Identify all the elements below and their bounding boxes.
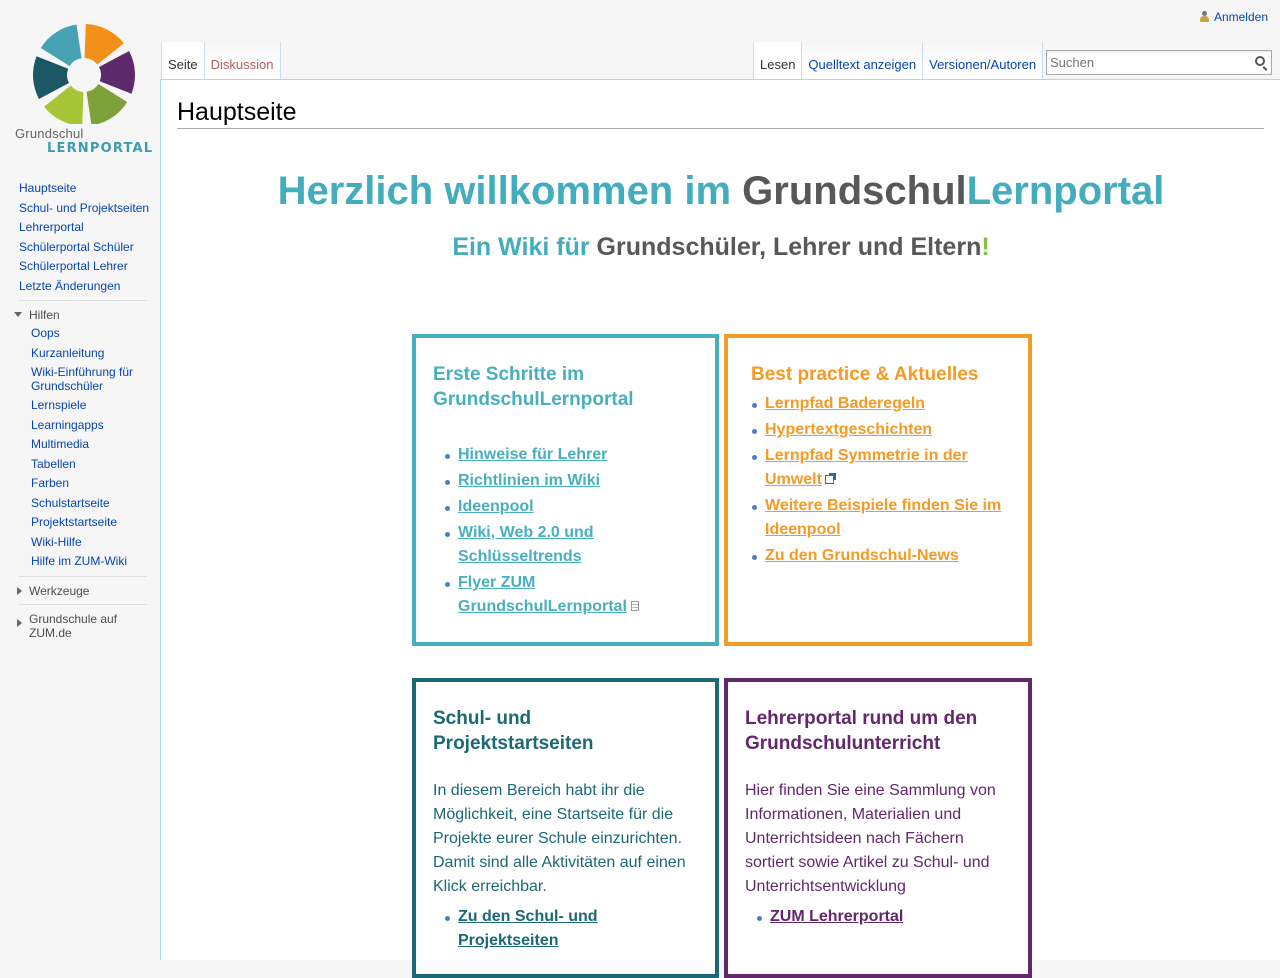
- welcome-part-b: Grundschul: [742, 169, 967, 213]
- box-schul-projektstartseiten: [412, 678, 719, 978]
- nav-lernspiele[interactable]: Lernspiele: [31, 398, 87, 412]
- link-list: [753, 905, 1011, 929]
- site-logo[interactable]: [12, 20, 152, 160]
- list-item: [441, 443, 698, 467]
- portlet-hilfen-toggle[interactable]: [14, 308, 60, 322]
- nav-wiki-einfuehrung[interactable]: Wiki-Einführung für Grundschüler: [31, 365, 134, 393]
- link-ideenpool[interactable]: Ideenpool: [458, 498, 534, 515]
- navigation-main: [0, 179, 160, 296]
- box-title: Schul- und Projektstartseiten: [433, 708, 594, 754]
- box-best-practice: [724, 334, 1032, 646]
- list-item: [748, 418, 1011, 442]
- search-icon[interactable]: [1255, 56, 1265, 66]
- nav-kurzanleitung[interactable]: Kurzanleitung: [31, 345, 105, 360]
- welcome-part-c: Lernportal: [966, 169, 1165, 213]
- nav-hilfe-zum-wiki[interactable]: Hilfe im ZUM-Wiki: [31, 554, 127, 568]
- link-hypertextgeschichten[interactable]: Hypertextgeschichten: [765, 421, 933, 438]
- nav-schuelerportal-lehrer[interactable]: Schülerportal Lehrer: [19, 259, 128, 273]
- nav-farben[interactable]: Farben: [31, 476, 70, 490]
- nav-learningapps[interactable]: Learningapps: [31, 417, 104, 432]
- subheading-part-c: !: [981, 233, 990, 261]
- view-tabs: [753, 42, 1043, 80]
- tab-diskussion[interactable]: Diskussion: [205, 42, 281, 80]
- nav-schulstartseite[interactable]: Schulstartseite: [31, 495, 110, 510]
- list-item: [748, 392, 1011, 416]
- welcome-subheading: [161, 233, 1280, 262]
- nav-multimedia[interactable]: Multimedia: [31, 437, 90, 451]
- tab-quelltext[interactable]: Quelltext anzeigen: [802, 42, 923, 80]
- sidebar-divider: [19, 576, 147, 577]
- tab-versionen[interactable]: Versionen/Autoren: [923, 42, 1043, 80]
- box-lehrerportal: [724, 678, 1032, 978]
- search-box: [1046, 50, 1272, 75]
- search-input[interactable]: [1047, 51, 1243, 73]
- logo-text-grundschul: Grundschul: [15, 126, 84, 141]
- expand-arrow-icon: [17, 619, 22, 627]
- portlet-werkzeuge-toggle[interactable]: [14, 584, 89, 598]
- list-item: [441, 521, 698, 569]
- list-item: [753, 905, 1011, 929]
- nav-lehrerportal[interactable]: Lehrerportal: [19, 220, 84, 234]
- link-richtlinien[interactable]: Richtlinien im Wiki: [458, 472, 601, 489]
- subheading-part-a: Ein Wiki für: [452, 233, 597, 261]
- page-title: Hauptseite: [177, 97, 1264, 129]
- nav-schul-projektseiten[interactable]: Schul- und Projektseiten: [19, 200, 150, 215]
- list-item: [441, 469, 698, 493]
- sidebar-divider: [19, 604, 147, 605]
- portlet-werkzeuge-label: Werkzeuge: [29, 584, 90, 598]
- box-title: Erste Schritte im GrundschulLernportal: [433, 364, 634, 410]
- link-flyer[interactable]: Flyer ZUM GrundschulLernportal: [458, 574, 627, 615]
- list-item: [748, 494, 1011, 542]
- expand-arrow-icon: [17, 587, 22, 595]
- tab-lesen[interactable]: Lesen: [754, 42, 802, 80]
- logo-wheel-icon: [12, 20, 152, 124]
- list-item: [441, 571, 698, 619]
- navigation-hilfen: [0, 324, 160, 572]
- welcome-heading: [161, 169, 1280, 214]
- nav-tabellen[interactable]: Tabellen: [31, 456, 76, 471]
- link-baderegeln[interactable]: Lernpfad Baderegeln: [765, 395, 926, 412]
- namespace-tabs: [161, 42, 281, 80]
- portlet-hilfen-label: Hilfen: [29, 308, 60, 322]
- list-item: [441, 905, 698, 953]
- tab-seite[interactable]: Seite: [162, 42, 205, 80]
- collapse-arrow-icon: [14, 312, 22, 317]
- external-link-icon: [825, 475, 834, 484]
- box-text: In diesem Bereich habt ihr die Möglichkeit, eine Startseite für die Projekte eurer Schule einzurichten. Damit sind alle Aktivitäten auf einen Klick erreichbar.: [433, 782, 686, 895]
- nav-letzte-aenderungen[interactable]: Letzte Änderungen: [19, 278, 121, 293]
- link-schul-projektseiten[interactable]: Zu den Schul- und Projektseiten: [458, 908, 598, 949]
- link-zum-lehrerportal[interactable]: ZUM Lehrerportal: [770, 908, 904, 925]
- link-weitere-beispiele[interactable]: Weitere Beispiele finden Sie im Ideenpool: [765, 497, 1002, 538]
- link-grundschul-news[interactable]: Zu den Grundschul-News: [765, 547, 959, 564]
- welcome-part-a: Herzlich willkommen im: [277, 169, 743, 213]
- content-area: [160, 79, 1280, 960]
- link-wiki-web[interactable]: Wiki, Web 2.0 und Schlüsseltrends: [458, 524, 594, 565]
- list-item: [748, 444, 1011, 492]
- list-item: [748, 544, 1011, 568]
- nav-wiki-hilfe[interactable]: Wiki-Hilfe: [31, 534, 82, 549]
- nav-hauptseite[interactable]: Hauptseite: [19, 181, 77, 195]
- user-icon: [1200, 11, 1209, 22]
- box-erste-schritte: [412, 334, 719, 646]
- subheading-part-b: Grundschüler, Lehrer und Eltern: [596, 233, 982, 261]
- link-hinweise-lehrer[interactable]: Hinweise für Lehrer: [458, 446, 608, 463]
- login-link[interactable]: [1200, 10, 1268, 24]
- box-title: Lehrerportal rund um den Grundschulunterricht: [745, 708, 978, 754]
- nav-schuelerportal-schueler[interactable]: Schülerportal Schüler: [19, 239, 134, 254]
- list-item: [441, 495, 698, 519]
- link-list: [748, 392, 1011, 568]
- link-list: [441, 905, 698, 953]
- nav-projektstartseite[interactable]: Projektstartseite: [31, 515, 118, 529]
- nav-oops[interactable]: Oops: [31, 326, 60, 340]
- link-symmetrie[interactable]: Lernpfad Symmetrie in der Umwelt: [765, 447, 968, 488]
- box-title: Best practice & Aktuelles: [751, 364, 979, 385]
- portlet-zum-toggle[interactable]: [14, 612, 134, 640]
- document-icon: [631, 601, 639, 611]
- link-list: [441, 443, 698, 619]
- box-text: Hier finden Sie eine Sammlung von Informationen, Materialien und Unterrichtsideen nach Fächern sortiert sowie Artikel zu Schul- und Unterrichtsentwicklung: [745, 782, 996, 895]
- login-label: Anmelden: [1213, 10, 1268, 24]
- sidebar-divider: [19, 300, 147, 301]
- portlet-zum-label: Grundschule auf ZUM.de: [29, 612, 118, 640]
- logo-text-lernportal: LERNPORTAL: [47, 141, 154, 156]
- sidebar: [0, 0, 160, 960]
